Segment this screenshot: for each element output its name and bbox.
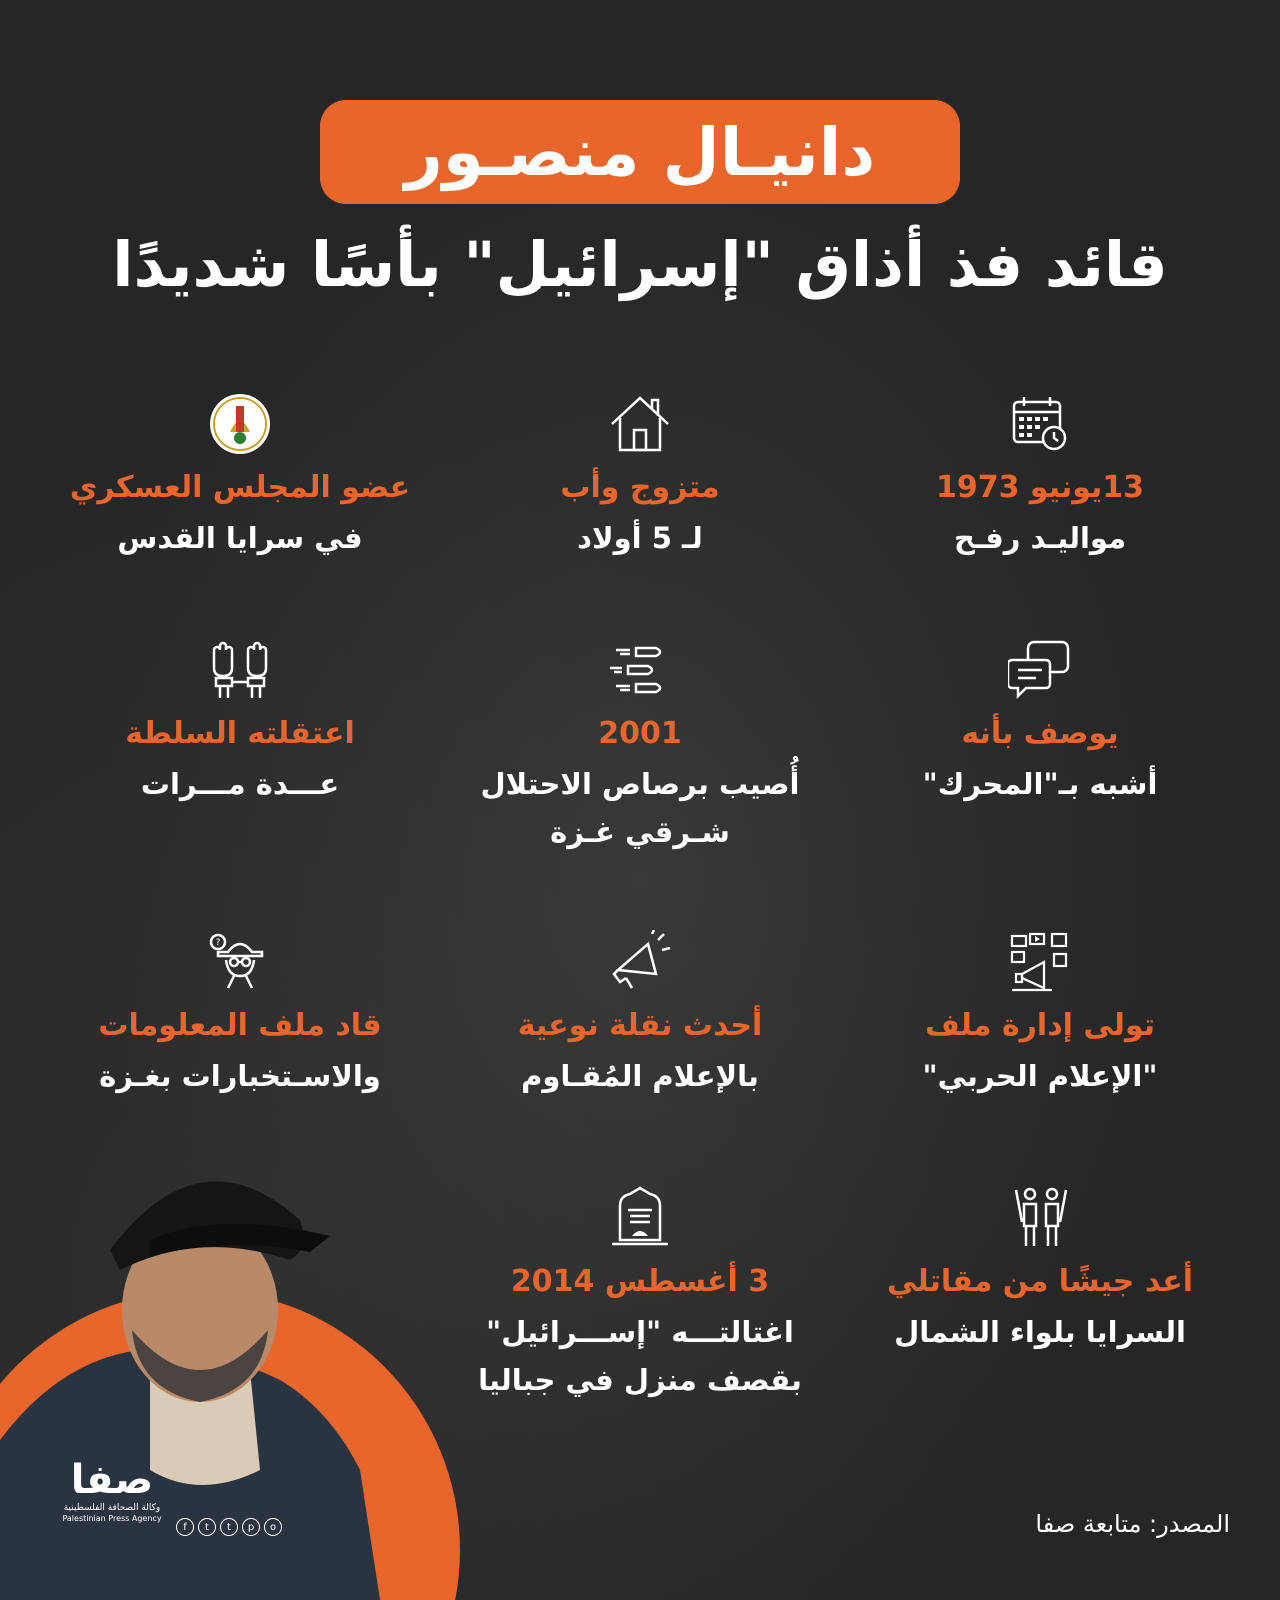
info-item-body-line2: بقصف منزل في جباليا: [478, 1363, 802, 1397]
info-item-family: [440, 392, 840, 562]
speech-bubbles-icon: [1008, 638, 1072, 702]
source-credit: المصدر: متابعة صفا: [1035, 1510, 1230, 1538]
twitter-icon[interactable]: t: [198, 1518, 216, 1536]
info-item-head: أعد جيشًا من مقاتلي: [887, 1264, 1193, 1299]
info-item-body: "الإعلام الحربي": [922, 1059, 1158, 1093]
house-icon: [608, 392, 672, 456]
info-item-body: مواليـد رفـح: [953, 521, 1127, 555]
info-item-head: 3 أغسطس 2014: [510, 1264, 770, 1299]
info-item-arrests: [40, 638, 440, 808]
info-item-army: [840, 1186, 1240, 1356]
logo-mark: صفا: [70, 1457, 154, 1503]
safa-logo: [52, 1458, 172, 1538]
info-item-resistance-media: [440, 930, 840, 1100]
info-item-council: [40, 392, 440, 562]
instagram-icon[interactable]: o: [264, 1518, 282, 1536]
info-item-head: 13يونيو 1973: [935, 470, 1145, 505]
info-item-birth: [840, 392, 1240, 562]
page-title: دانيـال منصـور: [404, 113, 876, 191]
info-item-body: اغتالتـــه "إســـرائيل": [486, 1315, 794, 1349]
info-item-head: أحدث نقلة نوعية: [517, 1008, 763, 1043]
info-item-head: عضو المجلس العسكري: [69, 470, 411, 505]
info-item-body: السرايا بلواء الشمال: [894, 1315, 1186, 1349]
info-item-body: بالإعلام المُقـاوم: [521, 1059, 759, 1093]
tombstone-icon: [608, 1186, 672, 1250]
saraya-emblem-icon: [208, 392, 272, 456]
info-item-body: أُصيب برصاص الاحتلال: [480, 767, 800, 801]
info-item-intelligence: [40, 930, 440, 1100]
info-item-body-line2: شـرقي غـزة: [550, 815, 730, 849]
info-item-head: متزوج وأب: [560, 470, 720, 505]
logo-english: Palestinian Press Agency: [62, 1514, 162, 1523]
info-item-body: في سرايا القدس: [117, 521, 363, 555]
info-item-war-media: [840, 930, 1240, 1100]
logo-arabic: وكالة الصحافة الفلسطينية: [63, 1503, 161, 1513]
social-icons: [176, 1518, 282, 1536]
svg-text:?: ?: [215, 938, 221, 948]
media-icon: [1008, 930, 1072, 994]
fighters-icon: [1008, 1186, 1072, 1250]
info-item-head: تولى إدارة ملف: [924, 1008, 1156, 1043]
telegram-icon[interactable]: t: [220, 1518, 238, 1536]
info-item-body: عـــدة مـــرات: [140, 767, 340, 801]
info-item-head: قاد ملف المعلومات: [98, 1008, 382, 1043]
info-item-description: [840, 638, 1240, 808]
info-item-body: لـ 5 أولاد: [577, 521, 703, 555]
page-subtitle: قائد فذ أذاق "إسرائيل" بأسًا شديدًا: [112, 228, 1168, 301]
spy-icon: [208, 930, 272, 994]
info-item-injury: [440, 638, 840, 856]
cuffed-hands-icon: [208, 638, 272, 702]
info-item-body: أشبه بـ"المحرك": [922, 767, 1158, 801]
bullets-icon: [608, 638, 672, 702]
info-item-head: يوصف بأنه: [961, 716, 1119, 751]
phone-icon[interactable]: p: [242, 1518, 260, 1536]
megaphone-icon: [608, 930, 672, 994]
info-item-assassination: [440, 1186, 840, 1404]
info-item-head: اعتقلته السلطة: [125, 716, 355, 751]
info-item-body: والاسـتخبارات بغـزة: [99, 1059, 381, 1093]
calendar-icon: [1008, 392, 1072, 456]
facebook-icon[interactable]: f: [176, 1518, 194, 1536]
info-item-head: 2001: [598, 716, 682, 751]
